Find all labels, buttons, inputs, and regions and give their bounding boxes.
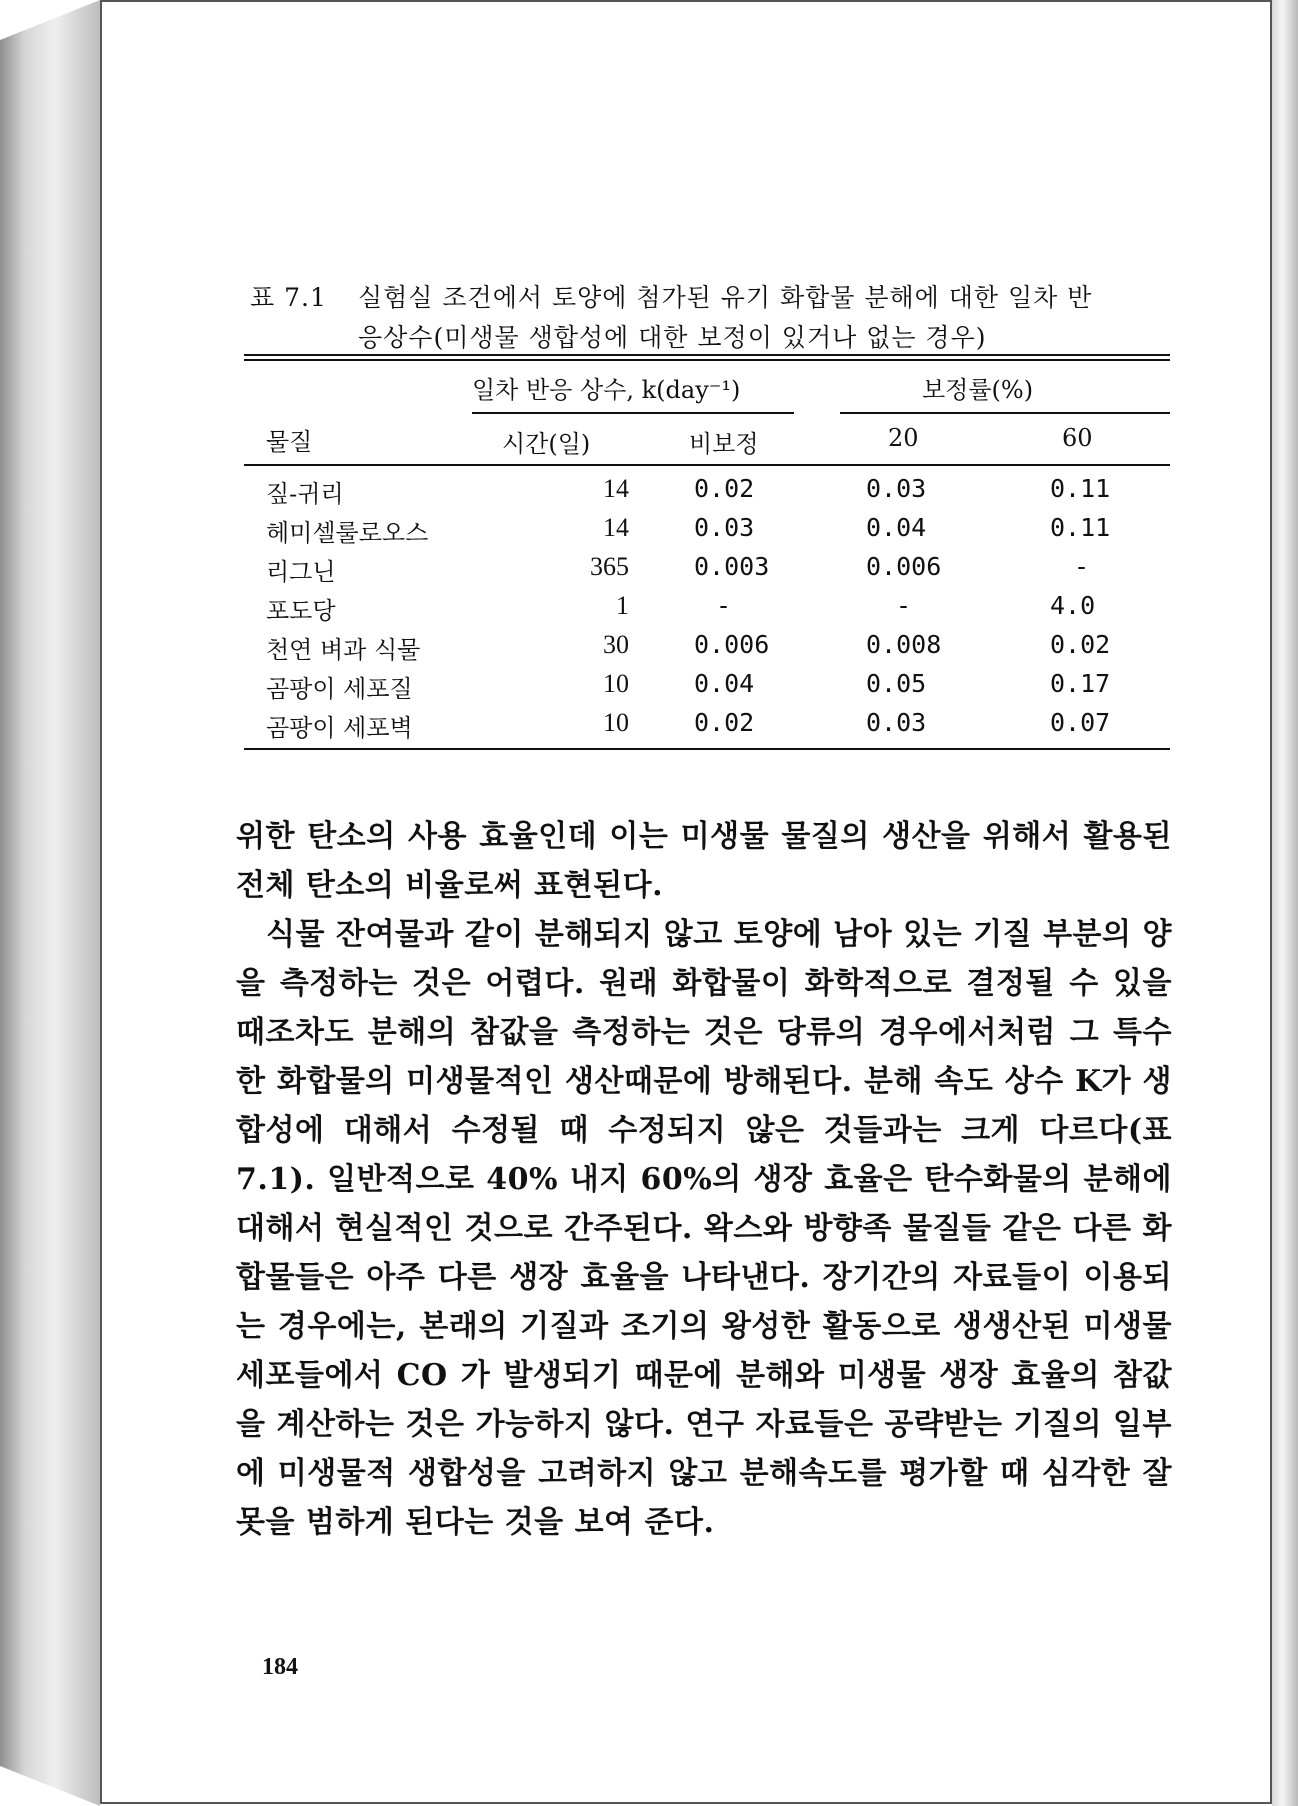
- cell-time: 365: [590, 552, 629, 581]
- cell-20: 0.03: [866, 708, 927, 737]
- cell-60: 0.11: [1050, 474, 1111, 503]
- cell-60: 0.07: [1050, 708, 1111, 737]
- table-row: [244, 591, 1170, 629]
- cell-time: 10: [603, 669, 629, 698]
- body-text: [236, 812, 1172, 1547]
- cell-uncorrected: 0.03: [694, 513, 755, 542]
- cell-20: 0.006: [866, 552, 942, 581]
- cell-20: 0.03: [866, 474, 927, 503]
- cell-20: 0.04: [866, 513, 927, 542]
- table-row: [244, 669, 1170, 707]
- cell-20: 0.008: [866, 630, 942, 659]
- table-row: [244, 630, 1170, 668]
- cell-name: 포도당: [266, 597, 336, 625]
- table-top-rule-2: [244, 359, 1170, 361]
- cell-time: 14: [603, 474, 629, 503]
- page-edge: [1272, 0, 1298, 1806]
- table-row: [244, 513, 1170, 551]
- cell-name: 짚-귀리: [266, 480, 344, 508]
- cell-name: 곰팡이 세포질: [266, 675, 413, 703]
- cell-uncorrected: 0.003: [694, 552, 770, 581]
- cell-20: 0.05: [866, 669, 927, 698]
- table-bottom-rule: [244, 748, 1170, 750]
- cell-60: 0.02: [1050, 630, 1111, 659]
- cell-time: 30: [603, 630, 629, 659]
- caption-line-1: 실험실 조건에서 토양에 첨가된 유기 화합물 분해에 대한 일차 반: [358, 283, 1093, 312]
- header-rate-constant: 일차 반응 상수, k(day⁻¹): [472, 376, 741, 404]
- table-row: [244, 474, 1170, 512]
- table-header-rule: [244, 464, 1170, 466]
- col-20: 20: [888, 424, 919, 452]
- cell-60: 4.0: [1050, 591, 1096, 620]
- paragraph-1: 위한 탄소의 사용 효율인데 이는 미생물 물질의 생산을 위해서 활용된 전체 탄소의 비율로써 표현된다.: [236, 819, 1172, 903]
- cell-name: 헤미셀룰로오스: [266, 519, 429, 547]
- cell-20: -: [896, 591, 912, 620]
- book-spine: [0, 0, 100, 1806]
- col-60: 60: [1062, 424, 1093, 452]
- header-correction: 보정률(%): [922, 376, 1034, 404]
- cell-uncorrected: 0.02: [694, 474, 755, 503]
- table-number: 표 7.1: [250, 283, 327, 312]
- col-substance: 물질: [266, 428, 313, 456]
- header-correction-underline: [840, 412, 1170, 414]
- caption-line-2: 응상수(미생물 생합성에 대한 보정이 있거나 없는 경우): [358, 323, 987, 352]
- cell-name: 곰팡이 세포벽: [266, 714, 413, 742]
- paragraph-2: 식물 잔여물과 같이 분해되지 않고 토양에 남아 있는 기질 부분의 양을 측정하는 것은 어렵다. 원래 화합물이 화학적으로 결정될 수 있을 때조차도 분해의 참값을 측정하는 것은 당류의 경우에서처럼 그 특수한 화합물의 미생물적인 생산때문에 방해된다. 분해 속도 상수 K가 생합성에 대해서 수정될 때 수정되지 않은 것들과는 크게 다르다(표 7.1). 일반적으로 40% 내지 60%의 생장 효율은 탄수화물의 분해에 대해서 현실적인 것으로 간주된다. 왁스와 방향족 물질들 같은 다른 화합물들은 아주 다른 생장 효율을 나타낸다. 장기간의 자료들이 이용되는 경우에는, 본래의 기질과 조기의 왕성한 활동으로 생생산된 미생물 세포들에서 CO 가 발생되기 때문에 분해와 미생물 생장 효율의 참값을 계산하는 것은 가능하지 않다. 연구 자료들은 공략받는 기질의 일부에 미생물적 생합성을 고려하지 않고 분해속도를 평가할 때 심각한 잘못을 범하게 된다는 것을 보여 준다.: [236, 917, 1172, 1540]
- cell-time: 1: [616, 591, 629, 620]
- cell-uncorrected: 0.04: [694, 669, 755, 698]
- cell-time: 10: [603, 708, 629, 737]
- table-caption: [250, 278, 1180, 358]
- table-row: [244, 708, 1170, 746]
- col-uncorrected: 비보정: [689, 430, 759, 458]
- header-rate-underline: [472, 412, 794, 414]
- cell-60: 0.11: [1050, 513, 1111, 542]
- cell-time: 14: [603, 513, 629, 542]
- page-number: 184: [262, 1654, 298, 1680]
- cell-uncorrected: 0.02: [694, 708, 755, 737]
- cell-uncorrected: 0.006: [694, 630, 770, 659]
- table-top-rule: [244, 354, 1170, 356]
- cell-name: 천연 벼과 식물: [266, 636, 421, 664]
- cell-uncorrected: -: [716, 591, 732, 620]
- cell-name: 리그닌: [266, 558, 336, 586]
- cell-60: 0.17: [1050, 669, 1111, 698]
- cell-60: -: [1074, 552, 1090, 581]
- col-time: 시간(일): [502, 430, 591, 458]
- table-row: [244, 552, 1170, 590]
